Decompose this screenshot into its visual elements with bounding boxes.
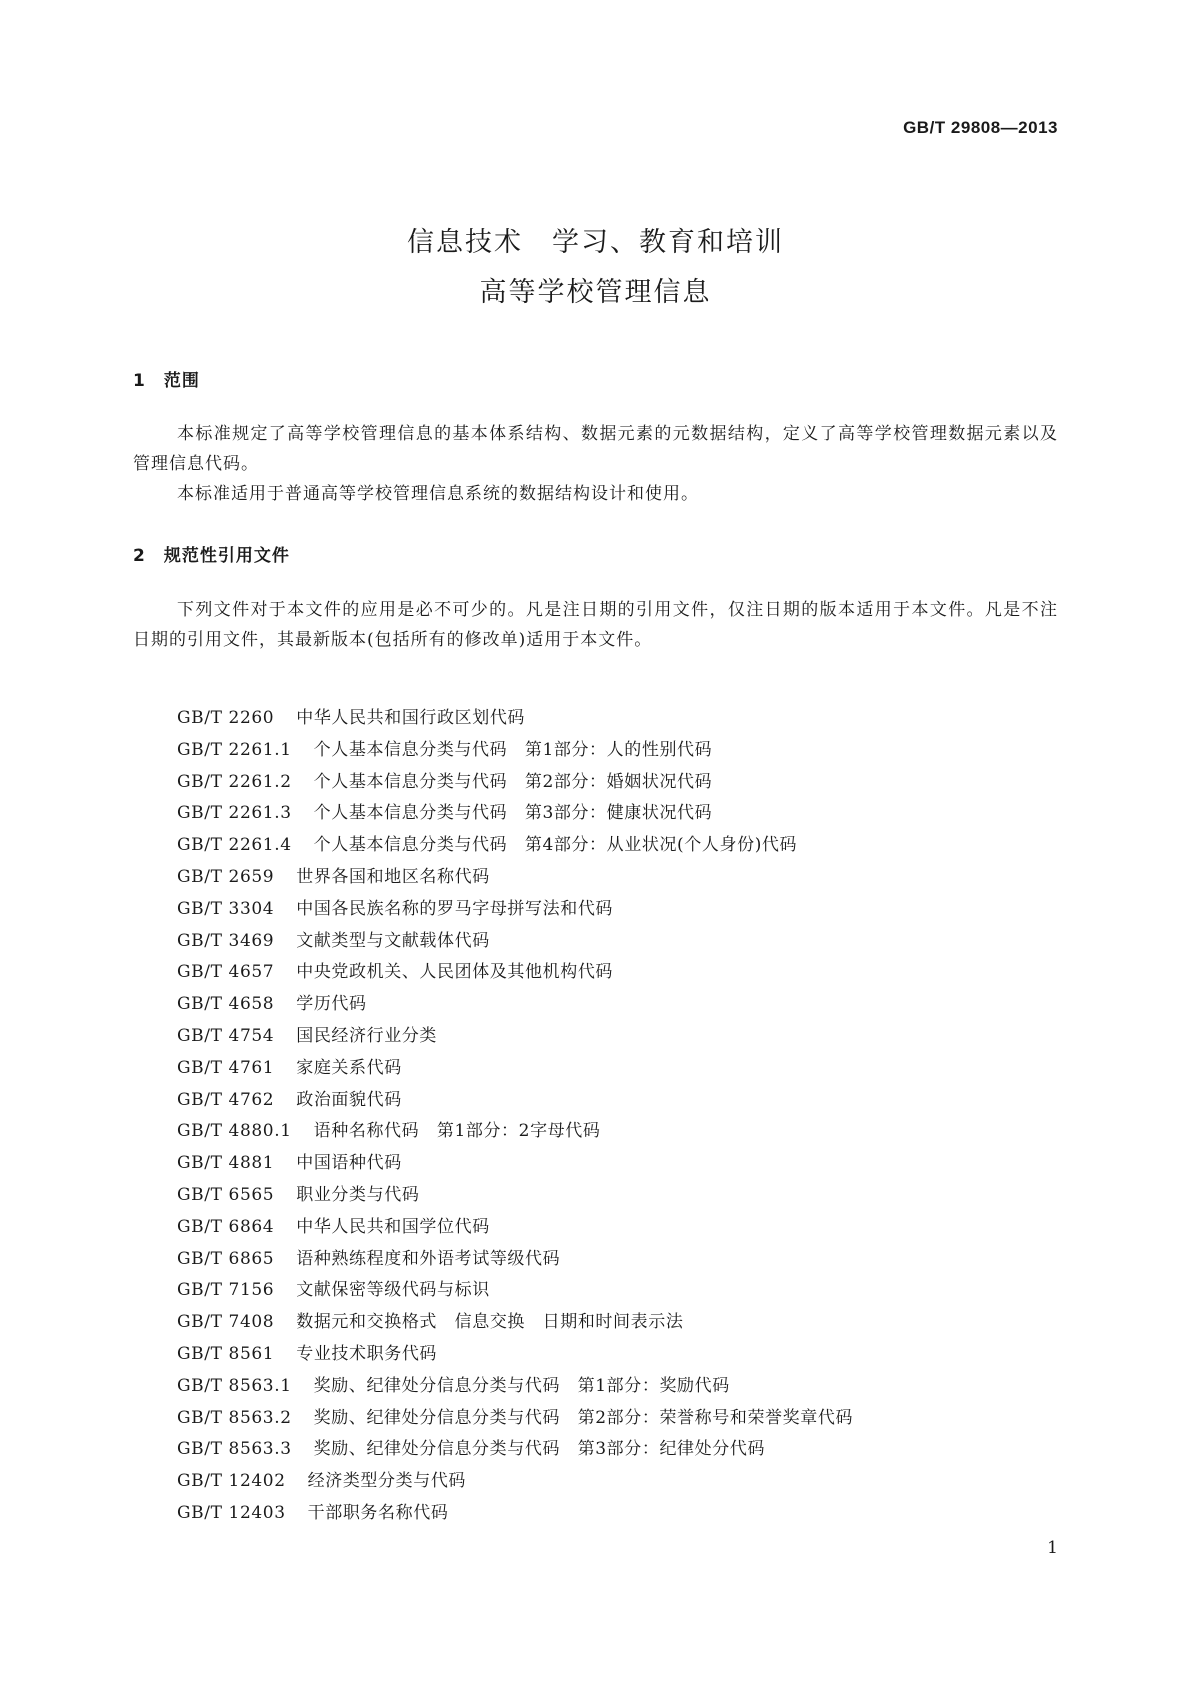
reference-code: GB/T 2261.1	[177, 739, 292, 760]
title-line-1: 信息技术 学习、教育和培训	[407, 227, 784, 258]
scope-paragraph-1: 本标准规定了高等学校管理信息的基本体系结构、数据元素的元数据结构，定义了高等学校管理数据元素以及管理信息代码。	[133, 424, 1058, 474]
document-title	[0, 218, 1191, 318]
reference-code: GB/T 2260	[177, 708, 275, 728]
reference-code: GB/T 12403	[177, 1502, 286, 1523]
reference-title: 个人基本信息分类与代码 第1部分：人的性别代码	[313, 739, 713, 760]
reference-item	[177, 1403, 853, 1435]
reference-code: GB/T 6865	[177, 1248, 275, 1269]
reference-item	[177, 1339, 853, 1371]
reference-item	[177, 1466, 853, 1498]
reference-code: GB/T 8563.3	[177, 1439, 292, 1460]
reference-title: 语种熟练程度和外语考试等级代码	[296, 1248, 561, 1269]
reference-item	[177, 1212, 853, 1244]
reference-code: GB/T 2261.2	[177, 771, 292, 792]
reference-item	[177, 767, 853, 799]
section-2-heading: 2 规范性引用文件	[133, 546, 290, 566]
reference-code: GB/T 2659	[177, 866, 275, 887]
reference-title: 个人基本信息分类与代码 第2部分：婚姻状况代码	[313, 771, 713, 792]
reference-item	[177, 735, 853, 767]
reference-item	[177, 1053, 853, 1085]
reference-code: GB/T 12402	[177, 1471, 286, 1492]
reference-item	[177, 1021, 853, 1053]
reference-code: GB/T 4881	[177, 1153, 275, 1174]
references-intro: 下列文件对于本文件的应用是必不可少的。凡是注日期的引用文件，仅注日期的版本适用于本文件。凡是不注日期的引用文件，其最新版本(包括所有的修改单)适用于本文件。	[133, 600, 1058, 650]
reference-code: GB/T 4658	[177, 994, 275, 1015]
reference-item	[177, 1275, 853, 1307]
reference-item	[177, 1434, 853, 1466]
reference-item	[177, 989, 853, 1021]
reference-item	[177, 862, 853, 894]
reference-item	[177, 798, 853, 830]
reference-item	[177, 926, 853, 958]
reference-code: GB/T 2261.4	[177, 835, 292, 856]
page-number: 1	[1047, 1538, 1058, 1558]
reference-item	[177, 1085, 853, 1117]
reference-title: 世界各国和地区名称代码	[296, 866, 490, 887]
reference-code: GB/T 7408	[177, 1312, 275, 1333]
reference-code: GB/T 8561	[177, 1343, 275, 1364]
section-1-heading: 1 范围	[133, 371, 200, 391]
reference-item	[177, 894, 853, 926]
reference-title: 语种名称代码 第1部分：2字母代码	[313, 1121, 601, 1142]
reference-item	[177, 1371, 853, 1403]
reference-code: GB/T 7156	[177, 1280, 275, 1301]
reference-code: GB/T 4657	[177, 962, 275, 983]
reference-title: 奖励、纪律处分信息分类与代码 第1部分：奖励代码	[313, 1375, 730, 1396]
reference-code: GB/T 8563.1	[177, 1375, 292, 1396]
reference-title: 学历代码	[296, 994, 367, 1015]
reference-item	[177, 957, 853, 989]
reference-title: 中国语种代码	[296, 1153, 402, 1174]
reference-item	[177, 1180, 853, 1212]
reference-title: 干部职务名称代码	[307, 1502, 449, 1523]
reference-title: 中华人民共和国学位代码	[296, 1216, 490, 1237]
reference-code: GB/T 4754	[177, 1025, 275, 1046]
reference-item	[177, 1498, 853, 1530]
reference-code: GB/T 6565	[177, 1184, 275, 1205]
reference-item	[177, 1148, 853, 1180]
reference-code: GB/T 6864	[177, 1216, 275, 1237]
reference-title: 家庭关系代码	[296, 1057, 402, 1078]
reference-title: 中央党政机关、人民团体及其他机构代码	[296, 962, 614, 983]
reference-title: 文献保密等级代码与标识	[296, 1280, 490, 1301]
reference-code: GB/T 4880.1	[177, 1121, 292, 1142]
reference-item	[177, 1307, 853, 1339]
reference-item	[177, 830, 853, 862]
reference-title: 数据元和交换格式 信息交换 日期和时间表示法	[296, 1312, 684, 1333]
scope-paragraph-2: 本标准适用于普通高等学校管理信息系统的数据结构设计和使用。	[177, 484, 699, 504]
reference-item	[177, 1244, 853, 1276]
reference-list	[177, 703, 853, 1530]
reference-title: 国民经济行业分类	[296, 1025, 438, 1046]
reference-title: 专业技术职务代码	[296, 1343, 438, 1364]
standard-code: GB/T 29808—2013	[903, 118, 1058, 137]
reference-title: 奖励、纪律处分信息分类与代码 第2部分：荣誉称号和荣誉奖章代码	[313, 1407, 854, 1428]
reference-title: 奖励、纪律处分信息分类与代码 第3部分：纪律处分代码	[313, 1439, 766, 1460]
reference-item	[177, 1116, 853, 1148]
reference-code: GB/T 4762	[177, 1089, 275, 1110]
reference-title: 个人基本信息分类与代码 第3部分：健康状况代码	[313, 803, 713, 824]
reference-title: 职业分类与代码	[296, 1184, 420, 1205]
reference-item	[177, 703, 853, 735]
reference-title: 政治面貌代码	[296, 1089, 402, 1110]
reference-code: GB/T 4761	[177, 1057, 275, 1078]
reference-title: 文献类型与文献载体代码	[296, 930, 490, 951]
reference-title: 中国各民族名称的罗马字母拼写法和代码	[296, 898, 614, 919]
title-line-2: 高等学校管理信息	[479, 277, 712, 308]
reference-title: 中华人民共和国行政区划代码	[296, 708, 526, 728]
reference-code: GB/T 8563.2	[177, 1407, 292, 1428]
reference-code: GB/T 2261.3	[177, 803, 292, 824]
reference-code: GB/T 3304	[177, 898, 275, 919]
reference-title: 个人基本信息分类与代码 第4部分：从业状况(个人身份)代码	[313, 835, 798, 856]
reference-code: GB/T 3469	[177, 930, 275, 951]
reference-title: 经济类型分类与代码	[307, 1471, 467, 1492]
